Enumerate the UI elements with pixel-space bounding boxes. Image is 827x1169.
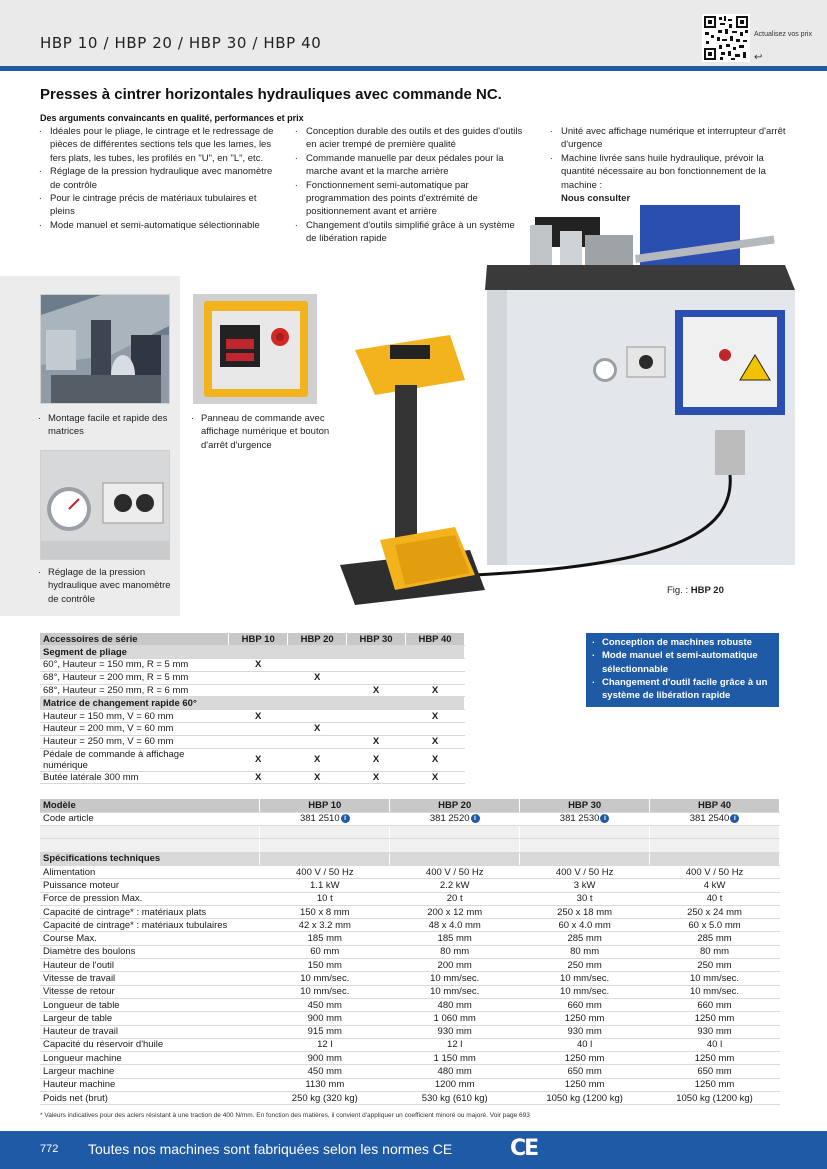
table-row xyxy=(40,892,780,905)
article-code-cell xyxy=(520,812,650,825)
table-cell: 1 150 mm xyxy=(390,1052,520,1065)
row-label: Hauteur machine xyxy=(40,1078,260,1091)
row-label: Puissance moteur xyxy=(40,879,260,892)
table-cell: 1250 mm xyxy=(520,1078,650,1091)
table-row xyxy=(40,1078,780,1091)
row-label: Hauteur = 150 mm, V = 60 mm xyxy=(40,710,229,723)
argument-item: . Pour le cintrage précis de matériaux tubulaires et pleins xyxy=(38,192,278,219)
table-cell xyxy=(347,671,406,684)
arguments-heading: Des arguments convaincants en qualité, performances et prix xyxy=(40,113,304,123)
argument-item: . Réglage de la pression hydraulique avec manomètre de contrôle xyxy=(38,165,278,192)
info-icon[interactable]: i xyxy=(730,814,739,823)
model-name: HBP 10 xyxy=(260,799,390,812)
table-cell: 3 kW xyxy=(520,879,650,892)
table-cell: 40 l xyxy=(520,1038,650,1051)
row-label: Hauteur de l'outil xyxy=(40,959,260,972)
table-cell: X xyxy=(347,684,406,697)
table-cell: 10 mm/sec. xyxy=(260,972,390,985)
pressure-gauge-photo xyxy=(40,450,170,560)
table-cell: 10 mm/sec. xyxy=(650,985,780,998)
table-cell: 400 V / 50 Hz xyxy=(260,865,390,878)
table-row xyxy=(40,1012,780,1025)
table-cell: 450 mm xyxy=(260,1065,390,1078)
table-cell: 480 mm xyxy=(390,998,520,1011)
table-cell: 250 mm xyxy=(650,959,780,972)
table-cell: 1250 mm xyxy=(650,1078,780,1091)
table-row xyxy=(40,748,465,771)
table-cell: 930 mm xyxy=(650,1025,780,1038)
table-cell: 250 mm xyxy=(520,959,650,972)
table-row xyxy=(40,919,780,932)
matrix-mounting-photo xyxy=(40,294,170,404)
section-label: Segment de pliage xyxy=(40,646,465,659)
argument-item: . Mode manuel et semi-automatique sélectionnable xyxy=(38,219,278,232)
section-cell xyxy=(390,852,520,865)
table-row xyxy=(40,771,465,784)
row-label: Longueur de table xyxy=(40,998,260,1011)
table-cell: 4 kW xyxy=(650,879,780,892)
table-row xyxy=(40,1092,780,1105)
table-cell: 250 x 18 mm xyxy=(520,905,650,918)
table-cell: 42 x 3.2 mm xyxy=(260,919,390,932)
table-cell: X xyxy=(406,771,465,784)
photo-caption: · Panneau de commande avec affichage numérique et bouton d'arrêt d'urgence xyxy=(191,412,331,452)
page-footer xyxy=(0,1131,827,1169)
table-row xyxy=(40,1065,780,1078)
table-cell: 250 x 24 mm xyxy=(650,905,780,918)
page-title: Presses à cintrer horizontales hydrauliques avec commande NC. xyxy=(40,86,502,103)
section-cell xyxy=(520,852,650,865)
table-header-cell: HBP 10 xyxy=(229,633,288,646)
table-row xyxy=(40,735,465,748)
spacer-cell xyxy=(260,839,390,852)
table-cell: 1.1 kW xyxy=(260,879,390,892)
table-header-cell: HBP 40 xyxy=(406,633,465,646)
table-cell: 1250 mm xyxy=(520,1052,650,1065)
arrow-icon: ↩ xyxy=(754,52,763,63)
table-cell: X xyxy=(406,748,465,771)
model-name: HBP 20 xyxy=(390,799,520,812)
info-icon[interactable]: i xyxy=(471,814,480,823)
table-cell: X xyxy=(406,735,465,748)
table-cell: 650 mm xyxy=(650,1065,780,1078)
table-cell xyxy=(347,710,406,723)
code-label: Code article xyxy=(40,812,260,825)
table-cell: 480 mm xyxy=(390,1065,520,1078)
table-cell: X xyxy=(347,748,406,771)
table-cell: X xyxy=(288,748,347,771)
article-code: 381 2530 xyxy=(559,813,600,825)
table-cell xyxy=(288,659,347,672)
row-label: Hauteur = 250 mm, V = 60 mm xyxy=(40,735,229,748)
spacer-cell xyxy=(40,839,260,852)
table-cell: 48 x 4.0 mm xyxy=(390,919,520,932)
row-label: Alimentation xyxy=(40,865,260,878)
table-row xyxy=(40,723,465,736)
table-cell: 10 mm/sec. xyxy=(260,985,390,998)
qr-code[interactable] xyxy=(702,14,750,62)
row-label: Vitesse de retour xyxy=(40,985,260,998)
control-panel-photo xyxy=(193,294,317,404)
model-label: Modèle xyxy=(40,799,260,812)
table-cell: 150 mm xyxy=(260,959,390,972)
argument-item: . Conception durable des outils et des guides d'outils en acier trempé de première qualité xyxy=(294,125,524,152)
spacer-cell xyxy=(260,826,390,839)
highlight-item: . Changement d'outil facile grâce à un système de libération rapide xyxy=(592,676,773,703)
spacer-row xyxy=(40,839,780,852)
table-cell xyxy=(406,659,465,672)
table-row xyxy=(40,684,465,697)
photo-caption: · Réglage de la pression hydraulique avec manomètre de contrôle xyxy=(38,566,178,606)
table-cell xyxy=(347,723,406,736)
footer-text: Toutes nos machines sont fabriquées selon les normes CE xyxy=(88,1141,453,1157)
spacer-cell xyxy=(390,839,520,852)
table-cell: 10 mm/sec. xyxy=(520,972,650,985)
table-cell: X xyxy=(347,735,406,748)
table-cell xyxy=(406,671,465,684)
table-row xyxy=(40,1052,780,1065)
table-cell: 10 mm/sec. xyxy=(520,985,650,998)
table-row xyxy=(40,1025,780,1038)
table-cell: 1200 mm xyxy=(390,1078,520,1091)
argument-item: . Unité avec affichage numérique et interrupteur d'arrêt d'urgence xyxy=(549,125,789,152)
row-label: Hauteur = 200 mm, V = 60 mm xyxy=(40,723,229,736)
table-header-row xyxy=(40,633,465,646)
table-cell: 250 kg (320 kg) xyxy=(260,1092,390,1105)
table-cell: 660 mm xyxy=(520,998,650,1011)
row-label: Capacité du réservoir d'huile xyxy=(40,1038,260,1051)
table-cell: 1250 mm xyxy=(650,1012,780,1025)
accessories-table xyxy=(40,633,465,784)
table-cell: X xyxy=(229,710,288,723)
spacer-cell xyxy=(40,826,260,839)
table-cell: 285 mm xyxy=(520,932,650,945)
table-row xyxy=(40,985,780,998)
table-cell: X xyxy=(229,659,288,672)
table-header-cell: Accessoires de série xyxy=(40,633,229,646)
argument-item: . Changement d'outils simplifié grâce à un système de libération rapide xyxy=(294,219,524,246)
arguments-column-1 xyxy=(38,125,278,232)
table-cell: 660 mm xyxy=(650,998,780,1011)
spec-rows xyxy=(40,865,780,1104)
table-cell xyxy=(347,659,406,672)
table-cell: X xyxy=(229,748,288,771)
table-cell: X xyxy=(229,771,288,784)
section-label: Spécifications techniques xyxy=(40,852,260,865)
highlights-box xyxy=(586,633,779,707)
row-label: Course Max. xyxy=(40,932,260,945)
argument-bold-note: Nous consulter xyxy=(561,193,631,205)
table-row xyxy=(40,945,780,958)
section-label: Matrice de changement rapide 60° xyxy=(40,697,465,710)
table-cell xyxy=(288,710,347,723)
qr-update-prices-note: Actualisez vos prix xyxy=(754,31,812,38)
highlight-item: . Conception de machines robuste xyxy=(592,636,773,649)
table-cell: 185 mm xyxy=(260,932,390,945)
table-cell: 650 mm xyxy=(520,1065,650,1078)
table-row xyxy=(40,932,780,945)
argument-item: . Idéales pour le pliage, le cintrage et le redressage de pièces de différentes sections tels que les lames, les fers plats, les tubes, les profilés en "U", en "L", etc. xyxy=(38,125,278,165)
table-cell: 185 mm xyxy=(390,932,520,945)
argument-item: . Fonctionnement semi-automatique par programmation des points d'extrémité de positionnement avant et arrière xyxy=(294,179,524,219)
row-label: Poids net (brut) xyxy=(40,1092,260,1105)
table-cell: 900 mm xyxy=(260,1052,390,1065)
table-header-cell: HBP 30 xyxy=(347,633,406,646)
table-cell xyxy=(406,723,465,736)
table-cell: 30 t xyxy=(520,892,650,905)
table-cell: 40 l xyxy=(650,1038,780,1051)
table-cell: 200 mm xyxy=(390,959,520,972)
table-cell xyxy=(229,735,288,748)
table-cell: 80 mm xyxy=(520,945,650,958)
table-cell: 40 t xyxy=(650,892,780,905)
article-code: 381 2510 xyxy=(299,813,340,825)
spacer-cell xyxy=(390,826,520,839)
section-cell xyxy=(260,852,390,865)
figure-caption xyxy=(667,585,724,596)
table-cell: 1250 mm xyxy=(520,1012,650,1025)
table-cell: 12 l xyxy=(390,1038,520,1051)
arguments-column-3 xyxy=(549,125,789,205)
article-code-row xyxy=(40,812,780,825)
table-cell xyxy=(288,735,347,748)
table-cell: 1130 mm xyxy=(260,1078,390,1091)
article-code-cell xyxy=(650,812,780,825)
table-header-row xyxy=(40,799,780,812)
table-cell: 915 mm xyxy=(260,1025,390,1038)
info-icon[interactable]: i xyxy=(600,814,609,823)
argument-text: Machine livrée sans huile hydraulique, prévoir la quantité nécessaire au bon fonctionnement de la machine : xyxy=(561,152,766,191)
table-row xyxy=(40,998,780,1011)
article-code: 381 2520 xyxy=(429,813,470,825)
table-cell: 60 x 5.0 mm xyxy=(650,919,780,932)
spacer-cell xyxy=(520,826,650,839)
table-row xyxy=(40,879,780,892)
footnote: * Valeurs indicatives pour des aciers résistant à une traction de 400 N/mm. En fonction des matières, il convient d'appliquer un coefficient minoré ou majoré. Voir page 693 xyxy=(40,1112,530,1119)
spacer-row xyxy=(40,826,780,839)
table-cell xyxy=(229,671,288,684)
table-row xyxy=(40,659,465,672)
specifications-table xyxy=(40,799,780,1105)
row-label: 60°, Hauteur = 150 mm, R = 5 mm xyxy=(40,659,229,672)
row-label: 68°, Hauteur = 200 mm, R = 5 mm xyxy=(40,671,229,684)
spacer-cell xyxy=(650,839,780,852)
info-icon[interactable]: i xyxy=(341,814,350,823)
table-cell: 200 x 12 mm xyxy=(390,905,520,918)
table-cell: 10 t xyxy=(260,892,390,905)
table-row xyxy=(40,865,780,878)
table-cell: X xyxy=(288,723,347,736)
hbp-20-machine-image xyxy=(335,195,805,615)
table-row xyxy=(40,972,780,985)
highlight-item: . Mode manuel et semi-automatique sélectionnable xyxy=(592,649,773,676)
table-cell: X xyxy=(406,710,465,723)
ce-mark-icon: CE xyxy=(510,1136,538,1161)
figure-model: HBP 20 xyxy=(690,585,724,596)
spacer-cell xyxy=(650,826,780,839)
row-label: Capacité de cintrage* : matériaux plats xyxy=(40,905,260,918)
table-cell: 20 t xyxy=(390,892,520,905)
table-cell: 930 mm xyxy=(390,1025,520,1038)
table-cell: 400 V / 50 Hz xyxy=(520,865,650,878)
article-code-cell xyxy=(390,812,520,825)
table-cell: 1 060 mm xyxy=(390,1012,520,1025)
page-header xyxy=(0,0,827,70)
table-cell: 530 kg (610 kg) xyxy=(390,1092,520,1105)
table-cell: 10 mm/sec. xyxy=(390,985,520,998)
table-cell: 2.2 kW xyxy=(390,879,520,892)
table-row xyxy=(40,1038,780,1051)
table-cell: X xyxy=(406,684,465,697)
table-cell: X xyxy=(288,671,347,684)
figure-label: Fig. : xyxy=(667,585,689,596)
table-section-row xyxy=(40,852,780,865)
header-accent-bar xyxy=(0,66,827,71)
table-cell: 60 mm xyxy=(260,945,390,958)
table-row xyxy=(40,959,780,972)
table-row xyxy=(40,710,465,723)
table-section-row xyxy=(40,646,465,659)
section-cell xyxy=(650,852,780,865)
table-header-cell: HBP 20 xyxy=(288,633,347,646)
table-cell: 285 mm xyxy=(650,932,780,945)
photo-caption: · Montage facile et rapide des matrices xyxy=(38,412,178,439)
table-row xyxy=(40,905,780,918)
table-cell xyxy=(229,684,288,697)
table-cell: 10 mm/sec. xyxy=(650,972,780,985)
row-label: Capacité de cintrage* : matériaux tubulaires xyxy=(40,919,260,932)
row-label: Largeur de table xyxy=(40,1012,260,1025)
table-cell: 150 x 8 mm xyxy=(260,905,390,918)
row-label: Diamètre des boulons xyxy=(40,945,260,958)
article-code: 381 2540 xyxy=(689,813,730,825)
spacer-cell xyxy=(520,839,650,852)
table-cell: 60 x 4.0 mm xyxy=(520,919,650,932)
row-label: Vitesse de travail xyxy=(40,972,260,985)
model-name: HBP 30 xyxy=(520,799,650,812)
table-cell: 1250 mm xyxy=(650,1052,780,1065)
row-label: Largeur machine xyxy=(40,1065,260,1078)
table-cell: 450 mm xyxy=(260,998,390,1011)
table-cell: 930 mm xyxy=(520,1025,650,1038)
table-row xyxy=(40,671,465,684)
row-label: Pédale de commande à affichage numérique xyxy=(40,748,229,771)
argument-item: . Commande manuelle par deux pédales pour la marche avant et la marche arrière xyxy=(294,152,524,179)
table-cell: 400 V / 50 Hz xyxy=(650,865,780,878)
page-number: 772 xyxy=(40,1143,59,1155)
table-cell: 1050 kg (1200 kg) xyxy=(520,1092,650,1105)
table-cell: 80 mm xyxy=(390,945,520,958)
table-cell xyxy=(288,684,347,697)
table-cell: 10 mm/sec. xyxy=(390,972,520,985)
table-cell: X xyxy=(347,771,406,784)
row-label: 68°, Hauteur = 250 mm, R = 6 mm xyxy=(40,684,229,697)
row-label: Butée latérale 300 mm xyxy=(40,771,229,784)
table-cell: X xyxy=(288,771,347,784)
row-label: Force de pression Max. xyxy=(40,892,260,905)
table-cell: 80 mm xyxy=(650,945,780,958)
table-cell: 900 mm xyxy=(260,1012,390,1025)
table-cell xyxy=(229,723,288,736)
row-label: Hauteur de travail xyxy=(40,1025,260,1038)
table-cell: 1050 kg (1200 kg) xyxy=(650,1092,780,1105)
table-cell: 400 V / 50 Hz xyxy=(390,865,520,878)
table-cell: 12 l xyxy=(260,1038,390,1051)
table-section-row xyxy=(40,697,465,710)
row-label: Longueur machine xyxy=(40,1052,260,1065)
product-range-title: HBP 10 / HBP 20 / HBP 30 / HBP 40 xyxy=(40,34,322,52)
model-name: HBP 40 xyxy=(650,799,780,812)
article-code-cell xyxy=(260,812,390,825)
